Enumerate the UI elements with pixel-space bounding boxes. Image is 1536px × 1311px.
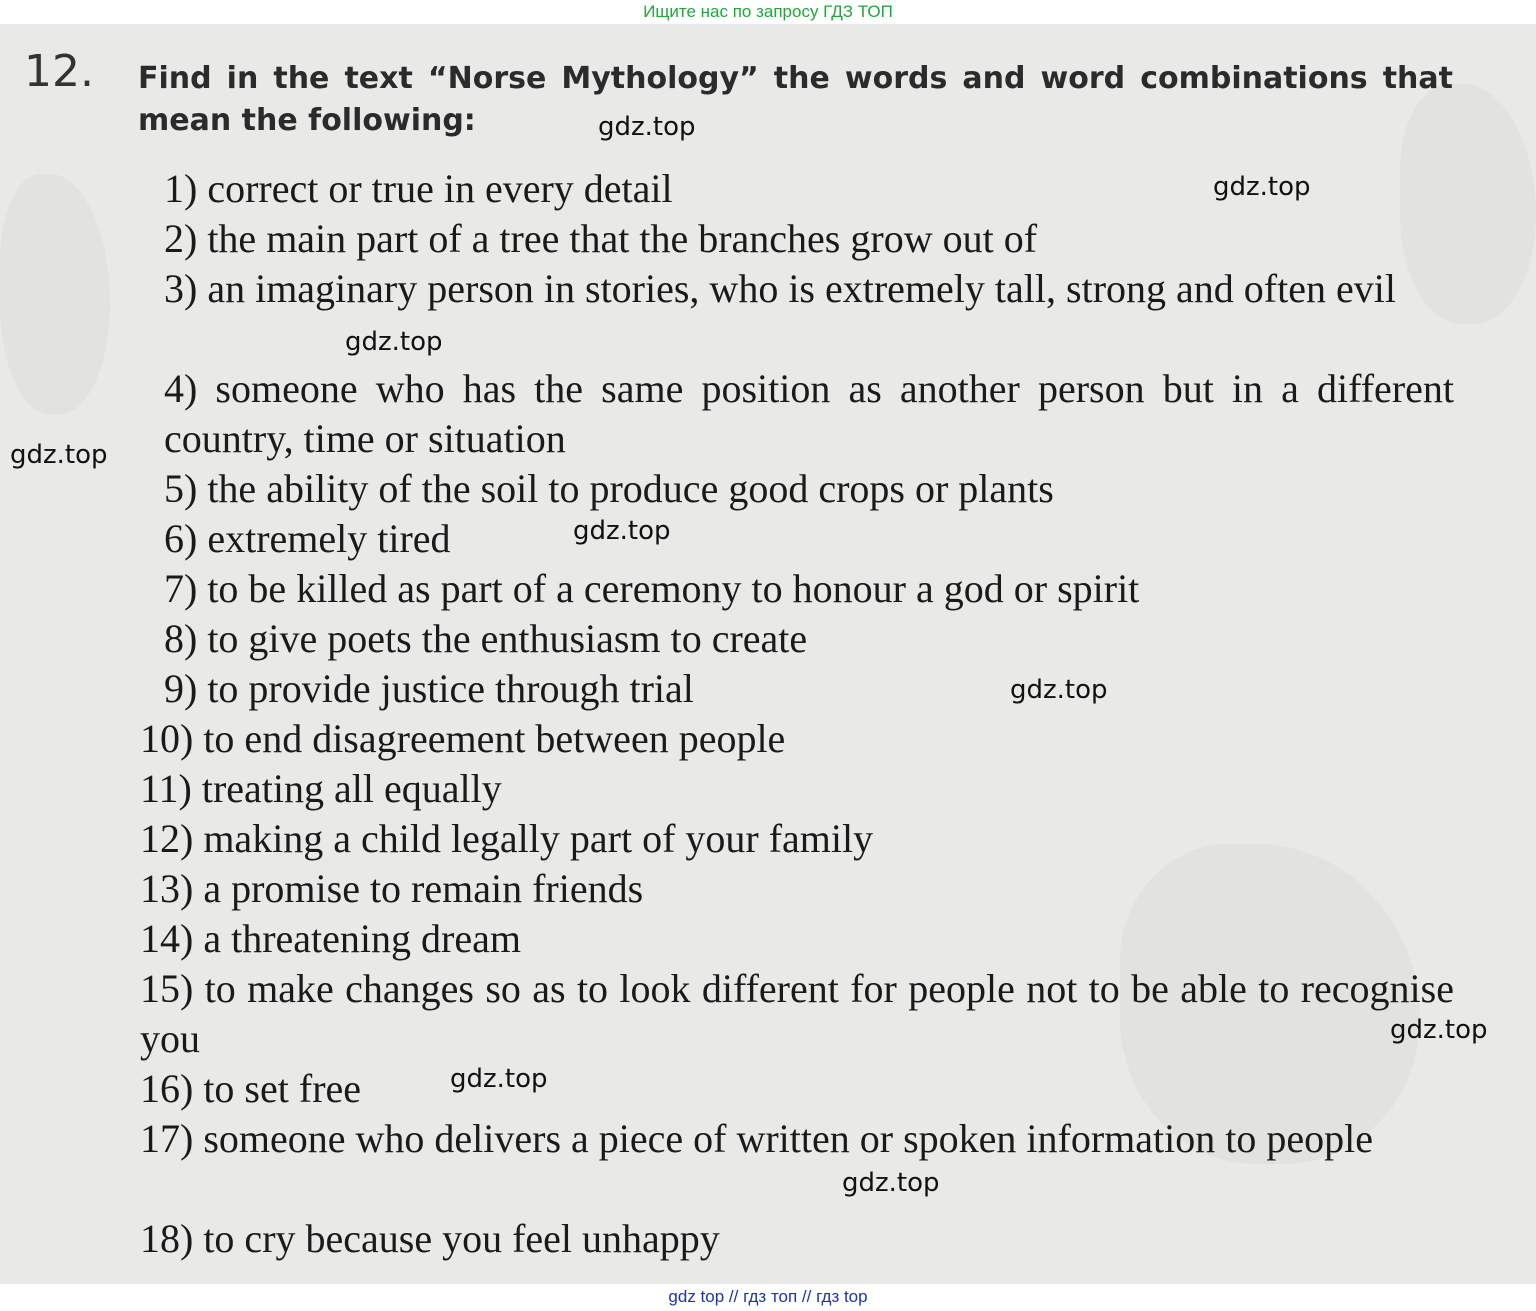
watermark-text: gdz.top <box>1390 1015 1488 1045</box>
watermark-text: gdz.top <box>842 1168 940 1198</box>
watermark-text: gdz.top <box>598 112 696 142</box>
definition-item: 15) to make changes so as to look different for people not to be able to recognise you <box>140 966 1454 1061</box>
definition-item: 2) the main part of a tree that the branches grow out of <box>164 216 1038 261</box>
definition-item: 14) a threatening dream <box>140 916 521 961</box>
textbook-page-scan <box>0 24 1536 1284</box>
definition-item: 17) someone who delivers a piece of written or spoken information to people <box>140 1116 1373 1161</box>
watermark-text: gdz.top <box>10 440 108 470</box>
definition-item: 7) to be killed as part of a ceremony to honour a god or spirit <box>164 566 1140 611</box>
bleed-through-illustration <box>0 174 110 414</box>
definition-item: 6) extremely tired <box>164 516 451 561</box>
definition-item: 5) the ability of the soil to produce good crops or plants <box>164 466 1054 511</box>
definition-item: 10) to end disagreement between people <box>140 716 786 761</box>
definition-item: 4) someone who has the same position as another person but in a different country, time or situation <box>164 366 1454 461</box>
definition-item: 12) making a child legally part of your family <box>140 816 874 861</box>
definition-item: 11) treating all equally <box>140 766 502 811</box>
watermark-text: gdz.top <box>1010 675 1108 705</box>
definition-item: 16) to set free <box>140 1066 362 1111</box>
definition-item: 18) to cry because you feel unhappy <box>140 1216 720 1261</box>
exercise-number: 12. <box>24 46 94 97</box>
search-banner-top[interactable]: Ищите нас по запросу ГДЗ ТОП <box>0 0 1536 24</box>
definition-item: 8) to give poets the enthusiasm to create <box>164 616 808 661</box>
watermark-text: gdz.top <box>345 327 443 357</box>
definition-item: 13) a promise to remain friends <box>140 866 644 911</box>
exercise-instruction: Find in the text “Norse Mythology” the words and word combinations that mean the following: <box>138 61 1453 138</box>
site-links-banner-bottom[interactable]: gdz top // гдз топ // гдз top <box>0 1284 1536 1311</box>
definition-item: 3) an imaginary person in stories, who is extremely tall, strong and often evil <box>164 266 1396 311</box>
definition-item: 9) to provide justice through trial <box>164 666 694 711</box>
watermark-text: gdz.top <box>1213 172 1311 202</box>
definition-item: 1) correct or true in every detail <box>164 166 673 211</box>
watermark-text: gdz.top <box>573 516 671 546</box>
watermark-text: gdz.top <box>450 1064 548 1094</box>
